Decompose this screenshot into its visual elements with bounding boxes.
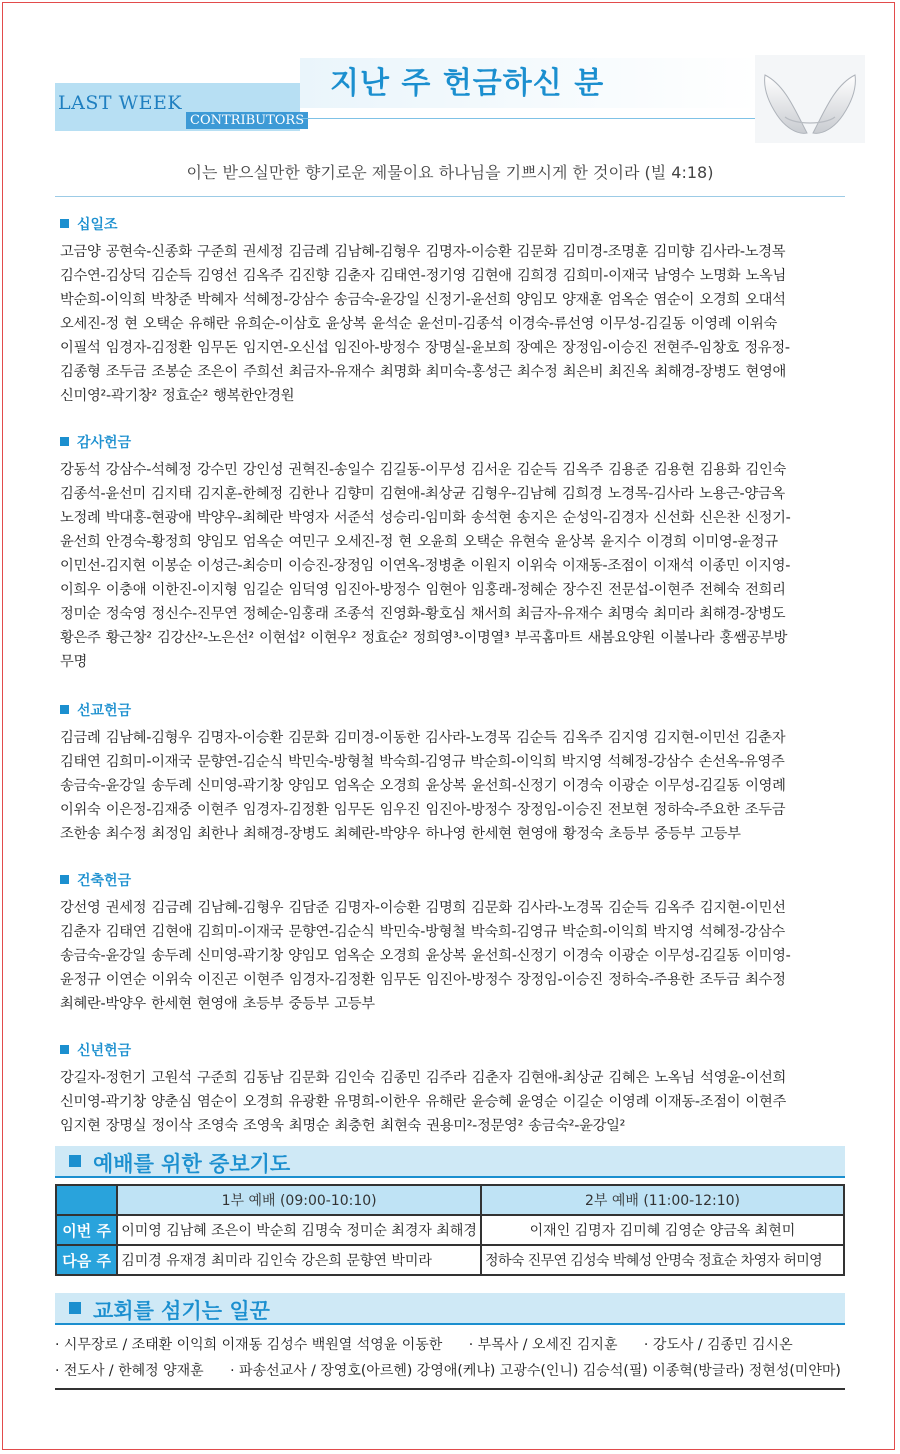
- servants-band: [55, 1293, 845, 1325]
- section-thanksgiving: [60, 432, 850, 674]
- contributor-line: 오세진-정 현 오택순 유해란 유희순-이삼호 윤상복 윤석순 윤선미-김종석 이경숙-류선영 이무성-김길동 이영례 이위숙: [60, 316, 777, 332]
- contributor-list: [60, 240, 850, 408]
- servant-group: · 전도사 / 한혜정 양재훈: [55, 1363, 204, 1379]
- contributor-line: 김수연-김상덕 김순득 김영선 김옥주 김진향 김춘자 김태연-정기영 김현애 김희경 김희미-이재국 남영수 노명화 노옥님: [60, 268, 787, 284]
- contributor-line: 최혜란-박양우 한세현 현영애 초등부 중등부 고등부: [60, 996, 375, 1012]
- offering-hands-image: [755, 55, 865, 143]
- square-bullet-icon: [60, 705, 69, 714]
- servants-title: 교회를 섬기는 일꾼: [93, 1299, 270, 1323]
- servant-group: · 파송선교사 / 장영호(아르헨) 강영애(케냐) 고광수(인니) 김승석(필) 이종혁(방글라) 정현성(미얀마): [230, 1363, 841, 1379]
- service2-header: 2부 예배 (11:00-12:10): [481, 1185, 844, 1215]
- header-english-line1: LAST WEEK: [58, 92, 183, 114]
- service1-names: 김미경 유재경 최미라 김인숙 강은희 문향연 박미라: [117, 1245, 481, 1275]
- contributor-line: 송금숙-윤강일 송두례 신미영-곽기창 양임모 엄옥순 오경희 윤상복 윤선희-신정기 이경숙 이광순 이무성-김길동 이영례: [60, 778, 786, 794]
- contributor-list: [60, 458, 850, 674]
- contributor-line: 김태연 김희미-이재국 문향연-김순식 박민숙-방형철 박숙희-김영규 박순희-이익희 박지영 석혜정-강삼수 손선옥-유영주: [60, 754, 785, 770]
- section-title: 감사헌금: [60, 432, 850, 452]
- prayer-band: [55, 1146, 845, 1178]
- header-english-line2: CONTRIBUTORS: [186, 112, 308, 129]
- header-underline: [300, 108, 755, 119]
- contributor-line: 이민선-김지현 이봉순 이성근-최승미 이승진-장정임 이연옥-정병춘 이원지 이위숙 이재동-조점이 이재석 이종민 이지영-: [60, 558, 791, 574]
- contributor-line: 노정례 박대홍-현광애 박양우-최혜란 박영자 서준석 성승리-임미화 송석현 송지은 순성익-김경자 신선화 신은찬 신정기-: [60, 510, 791, 526]
- square-bullet-icon: [60, 875, 69, 884]
- section-new-year: [60, 1040, 850, 1138]
- contributor-line: 김종형 조두금 조봉순 조은이 주희선 최금자-유재수 최명화 최미숙-홍성근 최수정 최은비 최진옥 최해경-장병도 현영애: [60, 364, 787, 380]
- contributor-line: 이위숙 이은정-김재중 이현주 임경자-김정환 임무돈 임우진 임진아-방정수 장정임-이승진 전보현 정하숙-주요한 조두금: [60, 802, 786, 818]
- section-tithe: [60, 214, 850, 408]
- service2-names: 이재인 김명자 김미혜 김영순 양금옥 최현미: [481, 1215, 844, 1245]
- contributor-line: 강길자-정헌기 고원석 구준희 김동남 김문화 김인숙 김종민 김주라 김춘자 김현애-최상균 김혜은 노옥님 석영윤-이선희: [60, 1070, 787, 1086]
- prayer-table: [55, 1184, 845, 1276]
- header: [0, 0, 900, 182]
- prayer-title: 예배를 위한 중보기도: [93, 1152, 291, 1176]
- section-title: 십일조: [60, 214, 850, 234]
- service1-header: 1부 예배 (09:00-10:10): [117, 1185, 481, 1215]
- contributor-line: 황은주 황근창² 김강산²-노은선² 이현섭² 이현우² 정효순² 정희영³-이명열³ 부곡홈마트 새봄요양원 이불나라 홍쌤공부방: [60, 630, 788, 646]
- contributor-line: 송금숙-윤강일 송두례 신미영-곽기창 양임모 엄옥순 오경희 윤상복 윤선희-신정기 이경숙 이광순 이무성-김길동 이미영-: [60, 948, 791, 964]
- servants-list: [55, 1332, 845, 1390]
- contributor-line: 고금양 공현숙-신종화 구준희 권세정 김금례 김남혜-김형우 김명자-이승환 김문화 김미경-조명훈 김미향 김사라-노경목: [60, 244, 786, 260]
- square-bullet-icon: [69, 1302, 81, 1314]
- row-label: 이번 주: [56, 1215, 117, 1245]
- section-title: 건축헌금: [60, 870, 850, 890]
- section-title: 신년헌금: [60, 1040, 850, 1060]
- square-bullet-icon: [60, 1045, 69, 1054]
- contributor-line: 임지현 장명실 정이삭 조영숙 조영욱 최명순 최충헌 최현숙 권용미²-정문영² 송금숙²-윤강일²: [60, 1118, 626, 1134]
- servant-group: · 시무장로 / 조태환 이익희 이재동 김성수 백원열 석영윤 이동한: [55, 1337, 443, 1353]
- table-corner-cell: [56, 1185, 117, 1215]
- servant-group: · 강도사 / 김종민 김시온: [643, 1337, 793, 1353]
- contributor-line: 강선영 권세정 김금례 김남혜-김형우 김담준 김명자-이승환 김명희 김문화 김사라-노경목 김순득 김옥주 김지현-이민선: [60, 900, 786, 916]
- service2-names: 정하숙 진무연 김성숙 박혜성 안명숙 정효순 차영자 허미영: [481, 1245, 844, 1275]
- servants-row: [55, 1358, 845, 1384]
- row-label: 다음 주: [56, 1245, 117, 1275]
- contributor-line: 박순희-이익희 박창준 박혜자 석혜정-강삼수 송금숙-윤강일 신정기-윤선희 양임모 양재훈 엄옥순 염순이 오경희 오대석: [60, 292, 786, 308]
- table-row: [56, 1215, 844, 1245]
- contributor-line: 김춘자 김태연 김현애 김희미-이재국 문향연-김순식 박민숙-방형철 박숙희-김영규 박순희-이익희 박지영 석혜정-강삼수: [60, 924, 785, 940]
- contributor-line: 김종석-윤선미 김지태 김지훈-한혜정 김한나 김향미 김현애-최상균 김형우-김남혜 김희경 노경목-김사라 노용근-양금옥: [60, 486, 785, 502]
- verse-divider: [55, 196, 845, 197]
- section-title: 선교헌금: [60, 700, 850, 720]
- contributor-line: 신미영²-곽기창² 정효순² 행복한안경원: [60, 388, 295, 404]
- contributor-line: 이필석 임경자-김정환 임무돈 임지연-오신섭 임진아-방정수 장명실-윤보희 장예은 장정임-이승진 전현주-임창호 정유정-: [60, 340, 790, 356]
- contributor-line: 정미순 정숙영 정신수-진무연 정혜순-임홍래 조종석 진영화-황호심 채서희 최금자-유재수 최명숙 최미라 최해경-장병도: [60, 606, 786, 622]
- contributor-line: 강동석 강삼수-석혜정 강수민 강인성 권혁진-송일수 김길동-이무성 김서운 김순득 김옥주 김용준 김용현 김용화 김인숙: [60, 462, 787, 478]
- contributor-line: 김금례 김남혜-김형우 김명자-이승환 김문화 김미경-이동한 김사라-노경목 김순득 김옥주 김지영 김지현-이민선 김춘자: [60, 730, 786, 746]
- section-building: [60, 870, 850, 1016]
- contributor-line: 조한송 최수정 최정임 최한나 최해경-장병도 최혜란-박양우 하나영 한세현 현영애 황정숙 초등부 중등부 고등부: [60, 826, 741, 842]
- servants-row: [55, 1332, 845, 1358]
- contributor-list: [60, 1066, 850, 1138]
- bible-verse: 이는 받으실만한 향기로운 제물이요 하나님을 기쁘시게 한 것이라 (빌 4:18): [186, 163, 714, 182]
- contributor-line: 이희우 이충애 이한진-이지형 임길순 임덕영 임진아-방정수 임현아 임홍래-정혜순 장수진 전문섭-이현주 전혜숙 전희리: [60, 582, 786, 598]
- contributor-list: [60, 726, 850, 846]
- servant-group: · 부목사 / 오세진 김지훈: [468, 1337, 618, 1353]
- service1-names: 이미영 김남혜 조은이 박순희 김명숙 정미순 최경자 최해경: [117, 1215, 481, 1245]
- contributor-line: 윤정규 이연순 이위숙 이진곤 이현주 임경자-김정환 임무돈 임진아-방정수 장정임-이승진 정하숙-주용한 조두금 최수정: [60, 972, 786, 988]
- contributor-line: 윤선희 안경숙-황정희 양임모 엄옥순 여민구 오세진-정 현 오윤희 오택순 유현숙 윤상복 윤지수 이경희 이미영-윤정규: [60, 534, 778, 550]
- section-mission: [60, 700, 850, 846]
- table-header-row: [56, 1185, 844, 1215]
- contributor-line: 무명: [60, 654, 88, 670]
- square-bullet-icon: [69, 1155, 81, 1167]
- contributor-line: 신미영-곽기창 양춘심 염순이 오경희 유광환 유명희-이한우 유해란 윤승혜 윤영순 이길순 이영례 이재동-조점이 이현주: [60, 1094, 787, 1110]
- square-bullet-icon: [60, 437, 69, 446]
- contributor-list: [60, 896, 850, 1016]
- page-title: 지난 주 헌금하신 분: [330, 66, 605, 101]
- square-bullet-icon: [60, 219, 69, 228]
- table-row: [56, 1245, 844, 1275]
